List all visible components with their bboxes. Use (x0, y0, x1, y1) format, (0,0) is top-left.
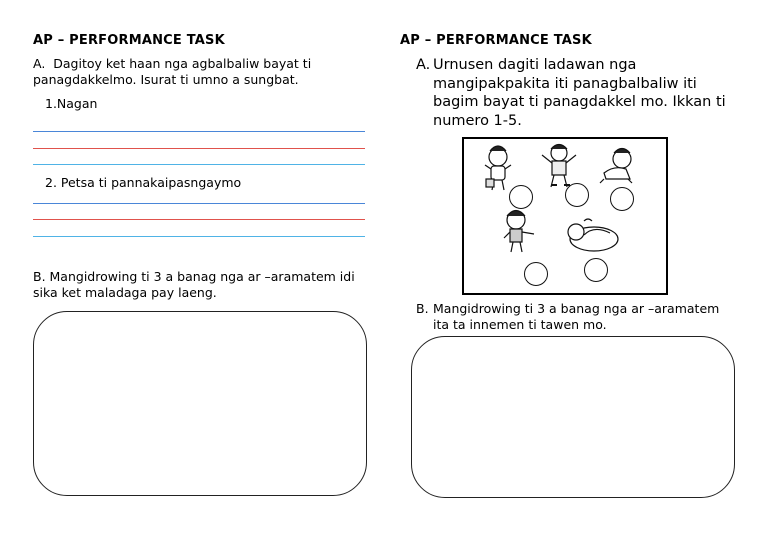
crawling-baby-figure (600, 149, 632, 184)
jumping-child-figure (542, 145, 576, 188)
order-number-circle-2[interactable] (565, 183, 589, 207)
right-part-a-marker: A. (416, 57, 431, 73)
birthdate-label: 2. Petsa ti pannakaipasngaymo (45, 175, 242, 190)
right-part-a-text: Urnusen dagiti ladawan nga mangipakpakita iti panagbalbaliw iti bagim bayat ti panagdakkel mo. Ikkan ti numero 1-5. (433, 57, 726, 129)
children-illustration (464, 139, 666, 293)
sleeping-infant-figure (568, 219, 618, 251)
name-write-line-top (33, 131, 365, 132)
right-part-b-marker: B. (416, 301, 429, 316)
right-title: AP – PERFORMANCE TASK (400, 33, 592, 48)
right-drawing-box[interactable] (411, 336, 735, 498)
name-write-line-bottom (33, 164, 365, 165)
birthdate-write-line-top (33, 203, 365, 204)
order-number-circle-4[interactable] (524, 262, 548, 286)
left-title: AP – PERFORMANCE TASK (33, 33, 225, 48)
order-number-circle-5[interactable] (584, 258, 608, 282)
toddler-figure (485, 146, 511, 190)
birthdate-write-line-middle (33, 219, 365, 220)
order-number-circle-3[interactable] (610, 187, 634, 211)
left-part-a-text: Dagitoy ket haan nga agbalbaliw bayat ti panagdakkelmo. Isurat ti umno a sungbat. (33, 56, 312, 87)
left-part-a-marker: A. (33, 56, 46, 71)
left-drawing-box[interactable] (33, 311, 367, 496)
growth-stages-picture (462, 137, 668, 295)
name-label: 1.Nagan (45, 96, 98, 111)
right-part-b-text: Mangidrowing ti 3 a banag nga ar –aramatem ita ta innemen ti tawen mo. (433, 301, 720, 332)
left-part-b-instruction: B. Mangidrowing ti 3 a banag nga ar –aramatem idi sika ket maladaga pay laeng. (33, 269, 355, 300)
small-child-figure (504, 211, 534, 253)
birthdate-write-line-bottom (33, 236, 365, 237)
order-number-circle-1[interactable] (509, 185, 533, 209)
name-write-line-middle (33, 148, 365, 149)
left-part-a-instruction (33, 56, 353, 88)
